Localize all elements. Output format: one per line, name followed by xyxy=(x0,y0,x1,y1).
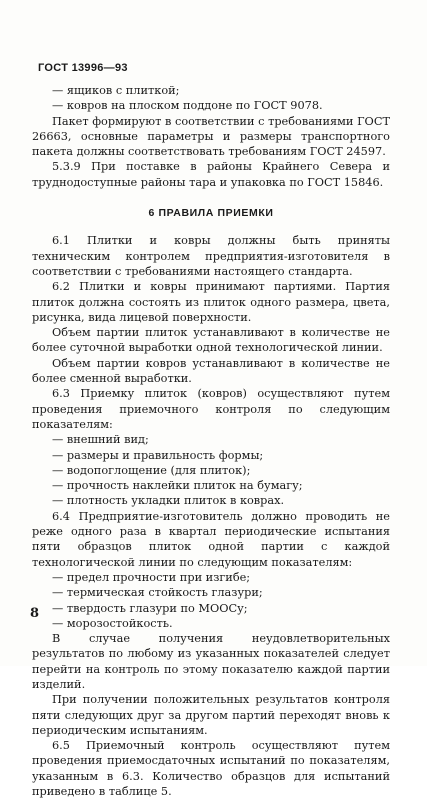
paragraph: 6.3 Приемку плиток (ковров) осуществляют путем проведения приемочного контроля по следующим показателям: xyxy=(32,387,390,431)
list-item: — внешний вид; xyxy=(52,433,149,447)
list-item: — твердость глазури по МООСу; xyxy=(52,601,248,615)
paragraph: В случае получения неудовлетворительных результатов по любому из указанных показателей следует перейти на контроль по этому показателю каждой партии изделий. xyxy=(32,632,390,691)
paragraph: 6.2 Плитки и ковры принимают партиями. Партия плиток должна состоять из плиток одного размера, цвета, рисунка, вида лицевой поверхности. xyxy=(32,280,390,324)
paragraph: Пакет формируют в соответствии с требованиями ГОСТ 26663, основные параметры и размеры транспортного пакета должны соответствовать требованиям ГОСТ 24597. xyxy=(32,114,390,159)
page-header: ГОСТ 13996—93 xyxy=(38,62,128,74)
list-item: — термическая стойкость глазури; xyxy=(52,586,263,600)
paragraph: 6.4 Предприятие-изготовитель должно проводить не реже одного раза в квартал периодические испытания пяти образцов плиток одной партии с каждой технологической линии по следующим показателям: xyxy=(32,509,390,569)
paragraph: 6.1 Плитки и ковры должны быть приняты техническим контролем предприятия-изготовителя в соответствии с требованиями настоящего стандарта. xyxy=(32,234,390,278)
paragraph: 6.5 Приемочный контроль осуществляют путем проведения приемосдаточных испытаний по показателям, указанным в 6.3. Количество образцов для испытаний приведено в таблице 5. xyxy=(32,739,390,799)
list-item: — ковров на плоском поддоне по ГОСТ 9078. xyxy=(52,99,323,113)
paragraph: При получении положительных результатов контроля пяти следующих друг за другом партий переходят вновь к периодическим испытаниям. xyxy=(32,693,390,737)
list-item: — ящиков с плиткой; xyxy=(52,84,180,97)
page-content xyxy=(32,83,390,799)
paragraph: 5.3.9 При поставке в районы Крайнего Севера и труднодоступные районы тара и упаковка по ГОСТ 15846. xyxy=(32,160,390,189)
list-item: — водопоглощение (для плиток); xyxy=(52,463,251,477)
paragraph: Объем партии плиток устанавливают в количестве не более суточной выработки одной технологической линии. xyxy=(32,326,390,355)
page-number: 8 xyxy=(30,606,40,621)
list-item: — плотность укладки плиток в коврах. xyxy=(52,494,285,508)
list-item: — прочность наклейки плиток на бумагу; xyxy=(52,479,303,493)
section-heading: 6 ПРАВИЛА ПРИЕМКИ xyxy=(148,207,274,220)
list-item: — предел прочности при изгибе; xyxy=(52,570,251,584)
paragraph: Объем партии ковров устанавливают в количестве не более сменной выработки. xyxy=(32,356,390,386)
list-item: — морозостойкость. xyxy=(52,616,173,630)
list-item: — размеры и правильность формы; xyxy=(52,448,264,462)
